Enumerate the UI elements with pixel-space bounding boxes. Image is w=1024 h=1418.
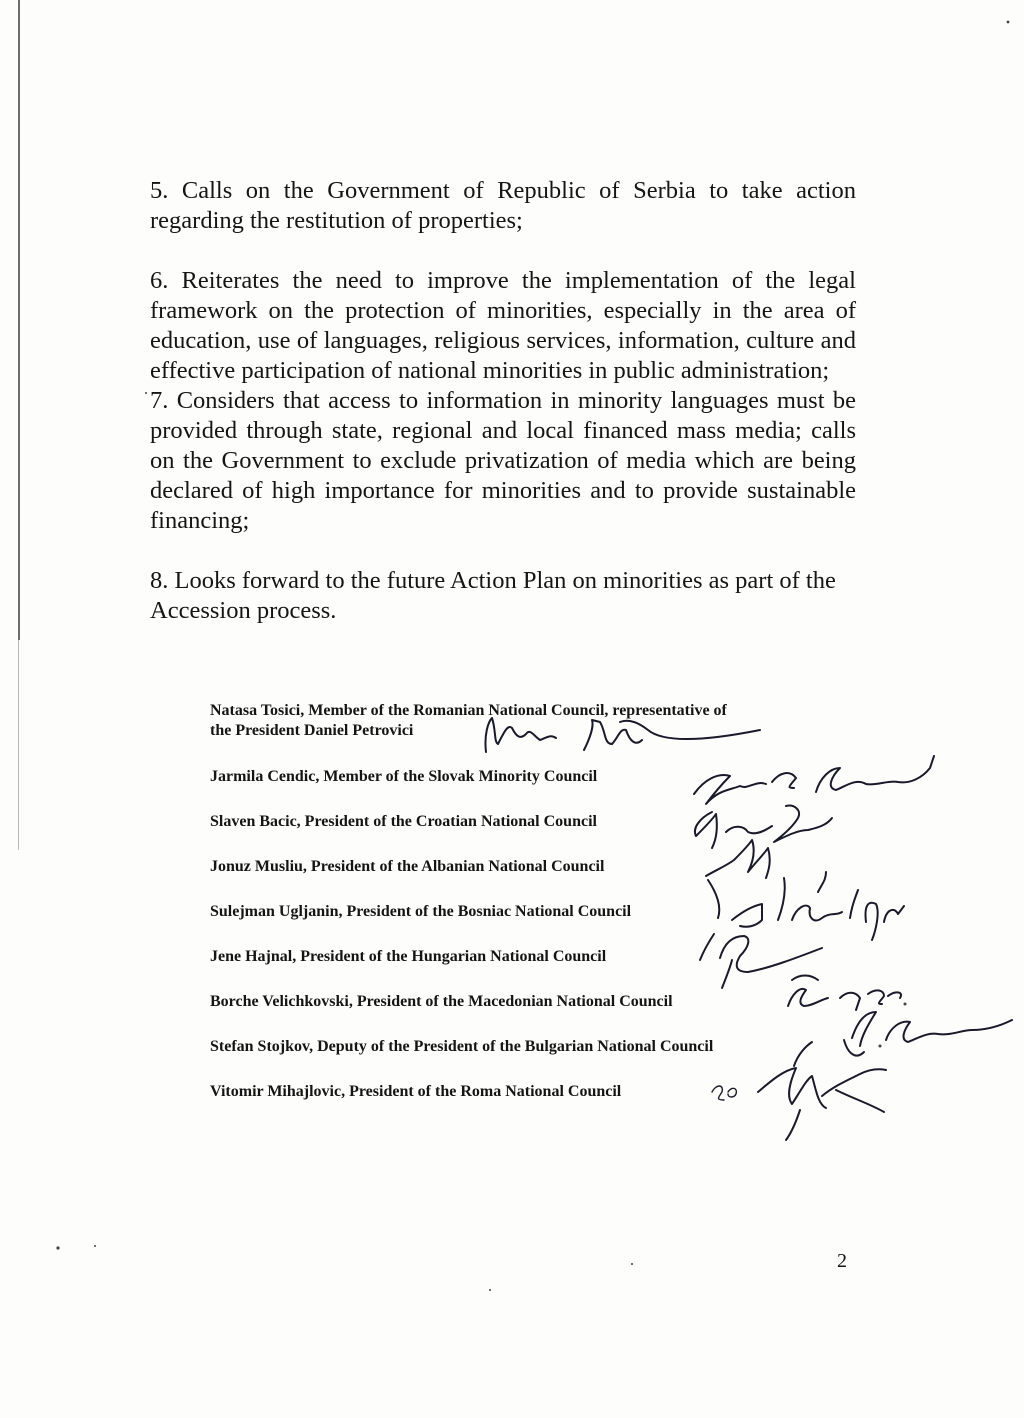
scan-speck [1007,21,1010,24]
paragraph-5: 5. Calls on the Government of Republic of Serbia to take action regarding the restitution of properties; [150,177,856,234]
scan-speck [94,1245,96,1247]
signatory-line: Sulejman Ugljanin, President of the Bosniac National Council [210,903,632,920]
paragraph-8: 8. Looks forward to the future Action Plan on minorities as part of the Accession process. [150,567,836,624]
signatory-line: Vitomir Mihajlovic, President of the Roma National Council [210,1083,622,1100]
scan-speck [489,1289,491,1291]
signatory-line: Borche Velichkovski, President of the Macedonian National Council [210,993,673,1010]
signatory-line: Slaven Bacic, President of the Croatian National Council [210,813,597,830]
scan-speck [145,392,147,394]
signatory-list [210,701,870,1102]
paragraph-6: 6. Reiterates the need to improve the implementation of the legal framework on the protection of minorities, especially in the area of education, use of languages, religious services, information, culture and effective participation of national minorities in public administration; [150,267,856,384]
scan-speck [56,1246,59,1249]
scan-edge-line-faint [18,640,19,850]
page-number: 2 [837,1250,847,1272]
signatory-line-continued: the President Daniel Petrovici [210,722,414,739]
scan-speck [631,1263,633,1265]
signatory-line: Jene Hajnal, President of the Hungarian National Council [210,948,607,965]
resolution-body [150,176,856,626]
signatory-line: Jarmila Cendic, Member of the Slovak Minority Council [210,768,598,785]
signatory-line: Jonuz Musliu, President of the Albanian National Council [210,858,605,875]
paragraph-7: 7. Considers that access to information in minority languages must be provided through state, regional and local financed mass media; calls on the Government to exclude privatization of media which are being declared of high importance for minorities and to provide sustainable financing; [150,387,856,534]
scan-edge-line [18,0,20,640]
signatory-line: Natasa Tosici, Member of the Romanian National Council, representative of [210,702,727,719]
signatory-line: Stefan Stojkov, Deputy of the President of the Bulgarian National Council [210,1038,714,1055]
